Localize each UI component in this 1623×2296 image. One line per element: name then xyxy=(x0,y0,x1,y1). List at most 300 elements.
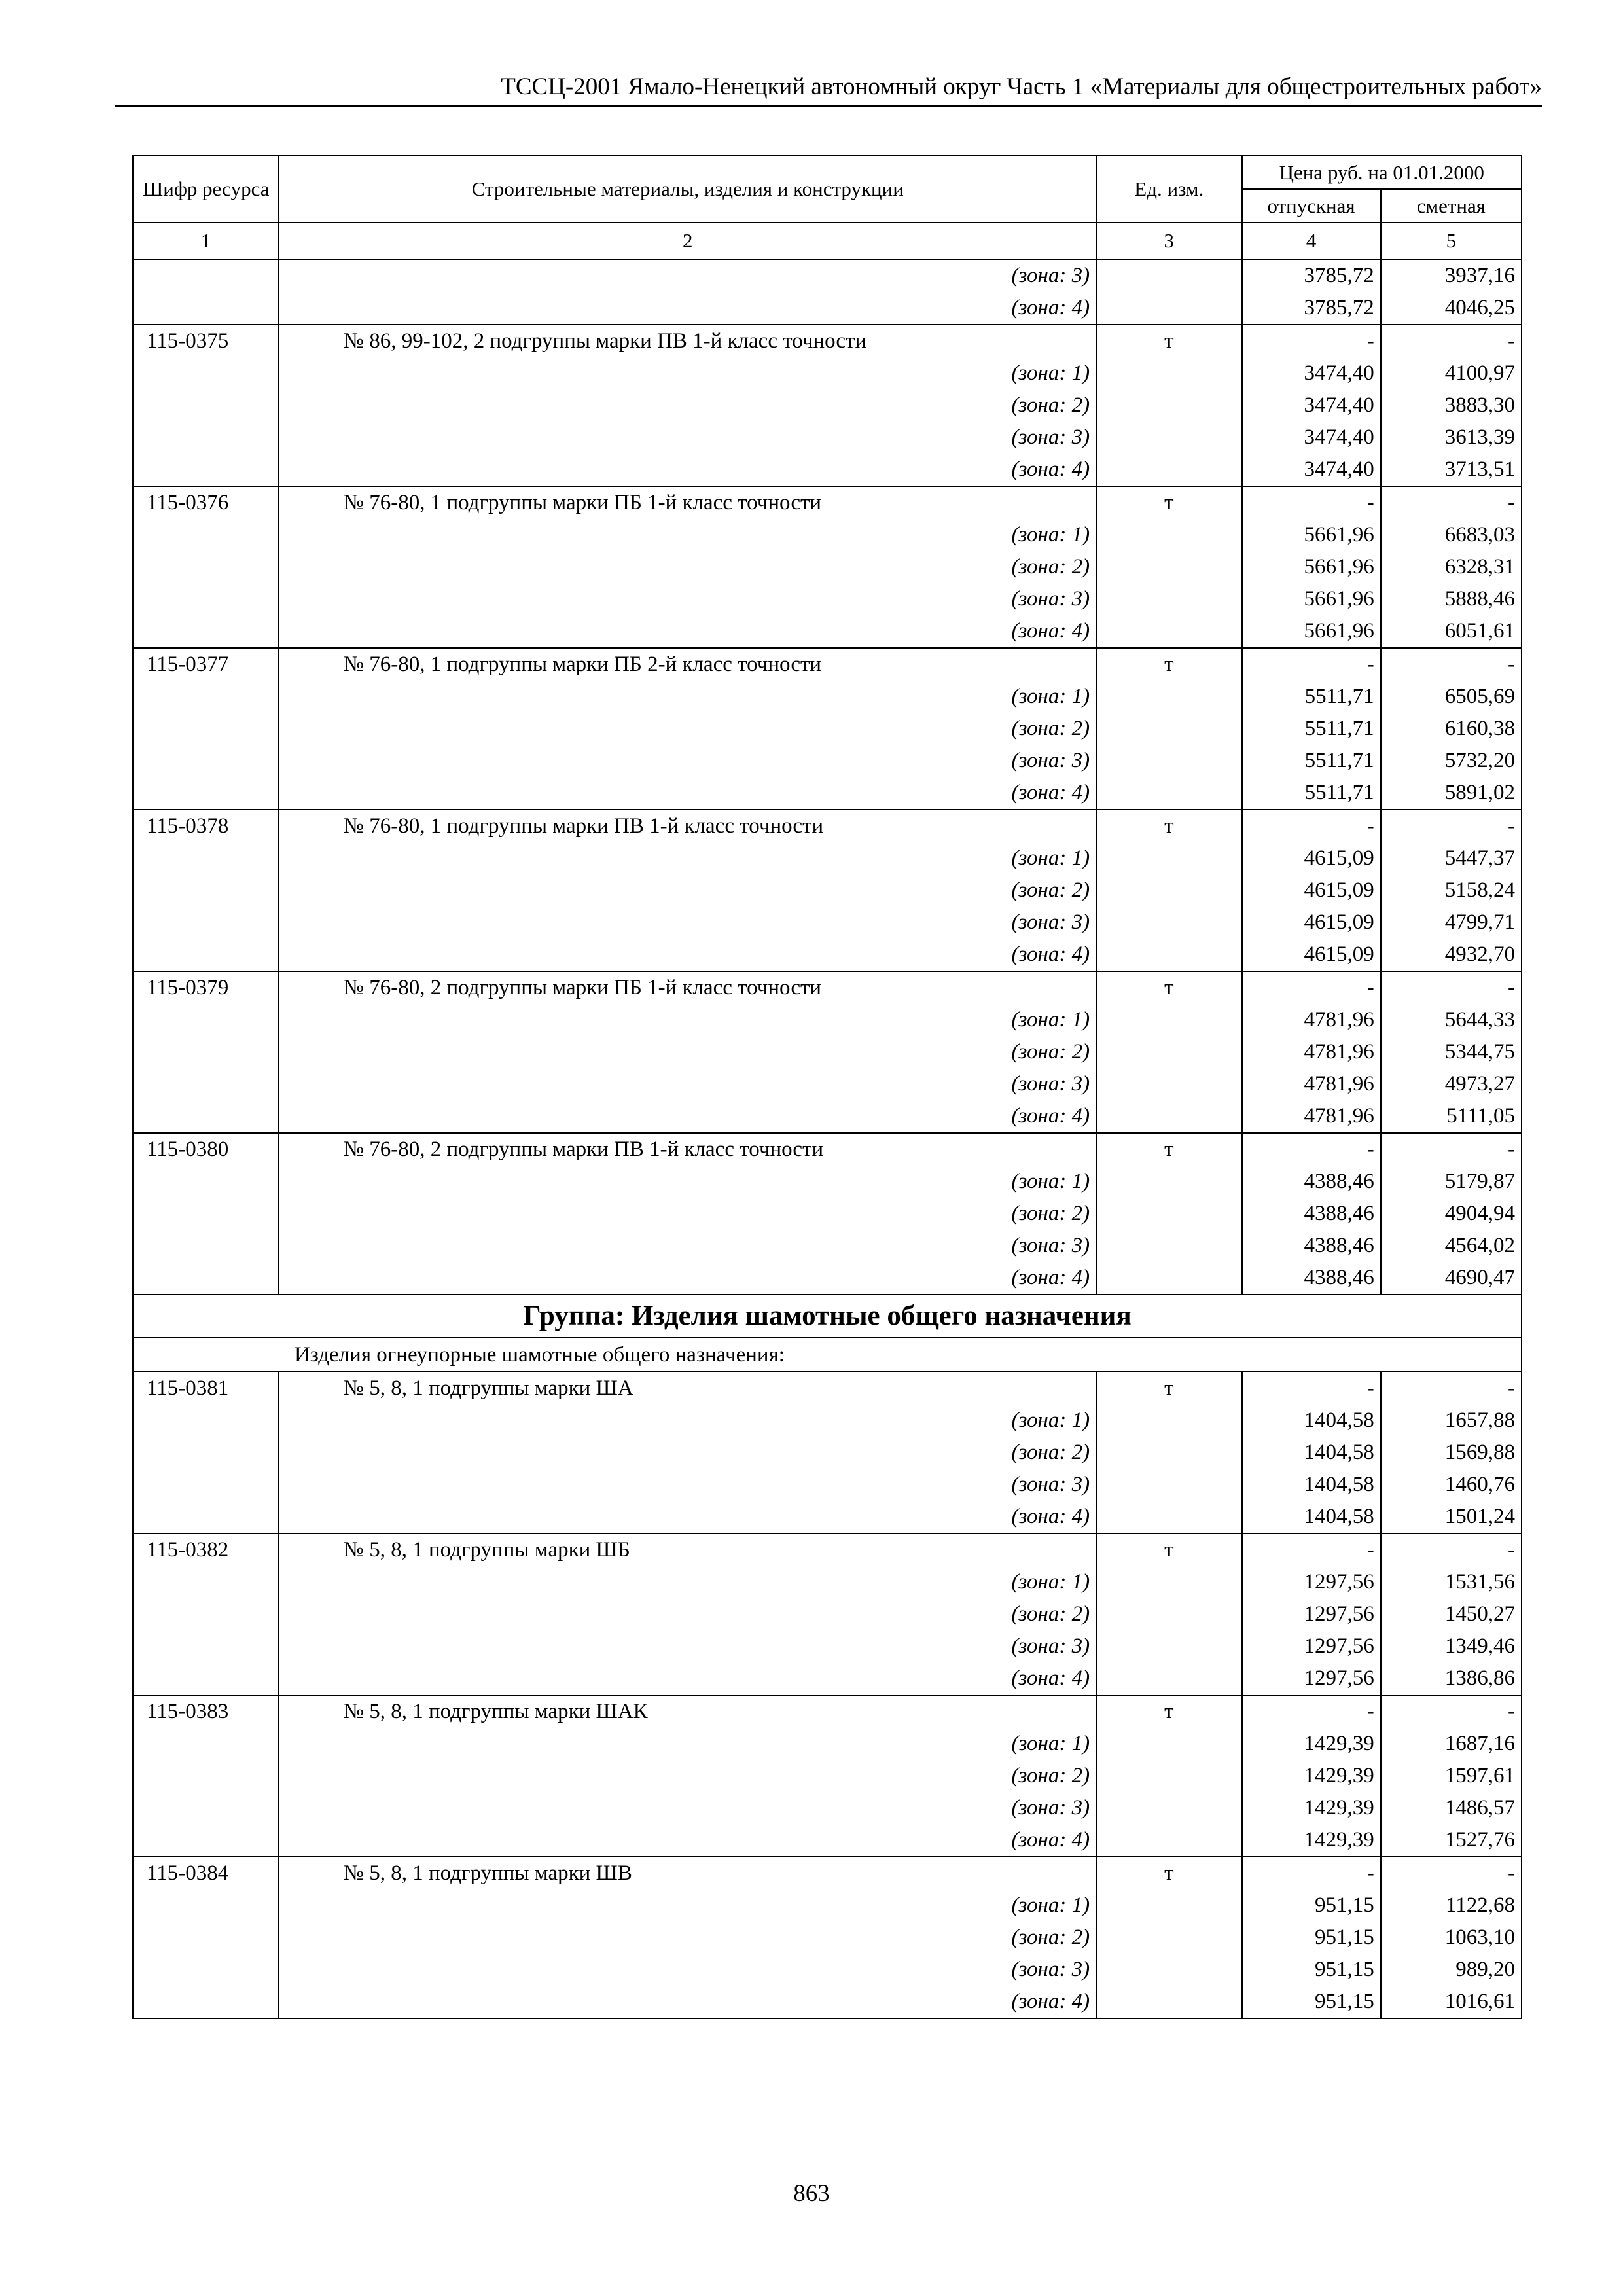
zone-row xyxy=(133,292,1522,325)
subgroup-row xyxy=(133,1338,1522,1372)
estimate-price: - xyxy=(1381,486,1522,519)
table-row xyxy=(133,1372,1522,1405)
resource-code: 115-0379 xyxy=(133,971,279,1004)
resource-code xyxy=(133,1004,279,1036)
release-price: 1429,39 xyxy=(1242,1760,1381,1792)
unit xyxy=(1096,1728,1241,1760)
zone-row xyxy=(133,1986,1522,2018)
estimate-price: - xyxy=(1381,325,1522,357)
estimate-price: 1063,10 xyxy=(1381,1922,1522,1954)
unit xyxy=(1096,292,1241,325)
release-price: - xyxy=(1242,1133,1381,1166)
material-name: № 76-80, 2 подгруппы марки ПВ 1-й класс точности xyxy=(279,1133,1096,1166)
estimate-price: - xyxy=(1381,1695,1522,1728)
zone-row xyxy=(133,1954,1522,1986)
release-price: 4615,09 xyxy=(1242,842,1381,874)
unit: т xyxy=(1096,971,1241,1004)
unit: т xyxy=(1096,810,1241,842)
zone-row xyxy=(133,745,1522,777)
header-code: Шифр ресурса xyxy=(133,156,279,223)
resource-code xyxy=(133,1824,279,1857)
unit xyxy=(1096,551,1241,583)
page-header xyxy=(115,72,1542,107)
resource-code xyxy=(133,1198,279,1230)
resource-code xyxy=(133,1760,279,1792)
zone-label: (зона: 4) xyxy=(279,615,1096,648)
release-price: 1297,56 xyxy=(1242,1630,1381,1662)
price-table xyxy=(132,155,1522,2019)
estimate-price: 1657,88 xyxy=(1381,1405,1522,1437)
unit xyxy=(1096,519,1241,551)
zone-row xyxy=(133,1036,1522,1068)
unit xyxy=(1096,1824,1241,1857)
estimate-price: 3937,16 xyxy=(1381,259,1522,292)
release-price: 3785,72 xyxy=(1242,292,1381,325)
estimate-price: 5111,05 xyxy=(1381,1100,1522,1133)
release-price: 4388,46 xyxy=(1242,1262,1381,1295)
release-price: 5511,71 xyxy=(1242,777,1381,810)
estimate-price: 5158,24 xyxy=(1381,874,1522,906)
resource-code xyxy=(133,389,279,422)
unit xyxy=(1096,745,1241,777)
estimate-price: 1386,86 xyxy=(1381,1662,1522,1695)
resource-code: 115-0375 xyxy=(133,325,279,357)
unit xyxy=(1096,906,1241,939)
zone-label: (зона: 1) xyxy=(279,1566,1096,1598)
zone-label: (зона: 4) xyxy=(279,1986,1096,2018)
resource-code xyxy=(133,1630,279,1662)
resource-code xyxy=(133,777,279,810)
header-unit: Ед. изм. xyxy=(1096,156,1241,223)
zone-row xyxy=(133,681,1522,713)
release-price: 4615,09 xyxy=(1242,874,1381,906)
zone-row xyxy=(133,583,1522,615)
release-price: 1297,56 xyxy=(1242,1662,1381,1695)
table-row xyxy=(133,648,1522,681)
unit xyxy=(1096,681,1241,713)
resource-code xyxy=(133,1792,279,1824)
unit xyxy=(1096,1954,1241,1986)
table-row xyxy=(133,1857,1522,1890)
resource-code xyxy=(133,1922,279,1954)
unit xyxy=(1096,1890,1241,1922)
estimate-price: 4799,71 xyxy=(1381,906,1522,939)
table-row xyxy=(133,1534,1522,1566)
resource-code xyxy=(133,1954,279,1986)
estimate-price: 5644,33 xyxy=(1381,1004,1522,1036)
release-price: 5661,96 xyxy=(1242,615,1381,648)
zone-label: (зона: 3) xyxy=(279,1469,1096,1501)
resource-code xyxy=(133,357,279,389)
zone-label: (зона: 1) xyxy=(279,1728,1096,1760)
unit: т xyxy=(1096,1372,1241,1405)
unit xyxy=(1096,1469,1241,1501)
header-col-number: 1 xyxy=(133,223,279,259)
unit: т xyxy=(1096,648,1241,681)
zone-label: (зона: 4) xyxy=(279,1501,1096,1534)
zone-label: (зона: 2) xyxy=(279,1036,1096,1068)
release-price: 951,15 xyxy=(1242,1890,1381,1922)
header-col-number: 5 xyxy=(1381,223,1522,259)
unit xyxy=(1096,713,1241,745)
unit xyxy=(1096,842,1241,874)
unit xyxy=(1096,874,1241,906)
material-name: № 76-80, 1 подгруппы марки ПВ 1-й класс точности xyxy=(279,810,1096,842)
release-price: 4615,09 xyxy=(1242,939,1381,971)
unit xyxy=(1096,1405,1241,1437)
estimate-price: 6051,61 xyxy=(1381,615,1522,648)
unit xyxy=(1096,1230,1241,1262)
material-name: № 76-80, 1 подгруппы марки ПБ 1-й класс точности xyxy=(279,486,1096,519)
release-price: 4781,96 xyxy=(1242,1004,1381,1036)
zone-row xyxy=(133,1792,1522,1824)
resource-code xyxy=(133,1437,279,1469)
estimate-price: - xyxy=(1381,1534,1522,1566)
unit: т xyxy=(1096,1534,1241,1566)
zone-label: (зона: 2) xyxy=(279,874,1096,906)
estimate-price: 1460,76 xyxy=(1381,1469,1522,1501)
zone-row xyxy=(133,713,1522,745)
resource-code xyxy=(133,519,279,551)
zone-label: (зона: 4) xyxy=(279,777,1096,810)
page-number: 863 xyxy=(793,2180,830,2207)
header-release-price: отпускная xyxy=(1242,189,1381,223)
header-price: Цена руб. на 01.01.2000 xyxy=(1242,156,1522,189)
zone-row xyxy=(133,1890,1522,1922)
zone-label: (зона: 2) xyxy=(279,551,1096,583)
table-body xyxy=(133,259,1522,2018)
table-header xyxy=(133,156,1522,259)
release-price: 3474,40 xyxy=(1242,357,1381,389)
release-price: 1297,56 xyxy=(1242,1566,1381,1598)
unit xyxy=(1096,939,1241,971)
estimate-price: 1016,61 xyxy=(1381,1986,1522,2018)
material-name: № 5, 8, 1 подгруппы марки ШБ xyxy=(279,1534,1096,1566)
release-price: 4615,09 xyxy=(1242,906,1381,939)
estimate-price: 5891,02 xyxy=(1381,777,1522,810)
table-row xyxy=(133,1695,1522,1728)
unit: т xyxy=(1096,1857,1241,1890)
zone-label: (зона: 2) xyxy=(279,1198,1096,1230)
zone-label: (зона: 3) xyxy=(279,745,1096,777)
header-name: Строительные материалы, изделия и конструкции xyxy=(279,156,1096,223)
estimate-price: 4932,70 xyxy=(1381,939,1522,971)
zone-row xyxy=(133,842,1522,874)
release-price: 5661,96 xyxy=(1242,583,1381,615)
resource-code xyxy=(133,1262,279,1295)
zone-row xyxy=(133,519,1522,551)
release-price: 951,15 xyxy=(1242,1922,1381,1954)
resource-code xyxy=(133,745,279,777)
resource-code xyxy=(133,1986,279,2018)
material-name: № 76-80, 2 подгруппы марки ПБ 1-й класс точности xyxy=(279,971,1096,1004)
release-price: 3474,40 xyxy=(1242,389,1381,422)
resource-code xyxy=(133,1036,279,1068)
zone-row xyxy=(133,389,1522,422)
release-price: - xyxy=(1242,486,1381,519)
release-price: 1404,58 xyxy=(1242,1501,1381,1534)
release-price: 5511,71 xyxy=(1242,745,1381,777)
estimate-price: - xyxy=(1381,1133,1522,1166)
zone-label: (зона: 1) xyxy=(279,842,1096,874)
material-name: № 86, 99-102, 2 подгруппы марки ПВ 1-й класс точности xyxy=(279,325,1096,357)
resource-code xyxy=(133,1068,279,1100)
zone-row xyxy=(133,1004,1522,1036)
release-price: 951,15 xyxy=(1242,1986,1381,2018)
estimate-price: 1450,27 xyxy=(1381,1598,1522,1630)
zone-label: (зона: 4) xyxy=(279,1662,1096,1695)
resource-code xyxy=(133,1230,279,1262)
zone-row xyxy=(133,874,1522,906)
estimate-price: 1501,24 xyxy=(1381,1501,1522,1534)
resource-code: 115-0383 xyxy=(133,1695,279,1728)
estimate-price: 1531,56 xyxy=(1381,1566,1522,1598)
estimate-price: 5447,37 xyxy=(1381,842,1522,874)
unit xyxy=(1096,1100,1241,1133)
unit xyxy=(1096,615,1241,648)
header-col-number: 4 xyxy=(1242,223,1381,259)
zone-label: (зона: 3) xyxy=(279,259,1096,292)
zone-row xyxy=(133,906,1522,939)
zone-label: (зона: 4) xyxy=(279,1824,1096,1857)
resource-code xyxy=(133,1598,279,1630)
release-price: - xyxy=(1242,1534,1381,1566)
zone-row xyxy=(133,1598,1522,1630)
zone-label: (зона: 4) xyxy=(279,1100,1096,1133)
release-price: 5511,71 xyxy=(1242,681,1381,713)
resource-code: 115-0380 xyxy=(133,1133,279,1166)
table-row xyxy=(133,486,1522,519)
header-estimate-price: сметная xyxy=(1381,189,1522,223)
unit xyxy=(1096,1437,1241,1469)
estimate-price: 1486,57 xyxy=(1381,1792,1522,1824)
group-title: Группа: Изделия шамотные общего назначения xyxy=(133,1295,1522,1338)
zone-label: (зона: 2) xyxy=(279,1922,1096,1954)
zone-row xyxy=(133,1230,1522,1262)
zone-label: (зона: 2) xyxy=(279,713,1096,745)
resource-code xyxy=(133,1728,279,1760)
estimate-price: 1122,68 xyxy=(1381,1890,1522,1922)
release-price: 4388,46 xyxy=(1242,1198,1381,1230)
resource-code: 115-0376 xyxy=(133,486,279,519)
release-price: 1404,58 xyxy=(1242,1405,1381,1437)
release-price: 4781,96 xyxy=(1242,1100,1381,1133)
estimate-price: 6505,69 xyxy=(1381,681,1522,713)
zone-row xyxy=(133,1469,1522,1501)
header-col-number: 2 xyxy=(279,223,1096,259)
estimate-price: 1687,16 xyxy=(1381,1728,1522,1760)
resource-code: 115-0378 xyxy=(133,810,279,842)
zone-label: (зона: 1) xyxy=(279,357,1096,389)
zone-label: (зона: 1) xyxy=(279,1405,1096,1437)
resource-code xyxy=(133,1469,279,1501)
estimate-price: - xyxy=(1381,1857,1522,1890)
release-price: - xyxy=(1242,1695,1381,1728)
estimate-price: 4100,97 xyxy=(1381,357,1522,389)
release-price: 1404,58 xyxy=(1242,1469,1381,1501)
zone-label: (зона: 3) xyxy=(279,1630,1096,1662)
zone-row xyxy=(133,551,1522,583)
estimate-price: 4564,02 xyxy=(1381,1230,1522,1262)
zone-row xyxy=(133,1824,1522,1857)
zone-label: (зона: 3) xyxy=(279,906,1096,939)
release-price: 5661,96 xyxy=(1242,551,1381,583)
estimate-price: 6328,31 xyxy=(1381,551,1522,583)
zone-label: (зона: 4) xyxy=(279,292,1096,325)
release-price: 4781,96 xyxy=(1242,1068,1381,1100)
unit xyxy=(1096,1166,1241,1198)
zone-label: (зона: 3) xyxy=(279,1954,1096,1986)
resource-code xyxy=(133,939,279,971)
zone-label: (зона: 4) xyxy=(279,1262,1096,1295)
zone-label: (зона: 2) xyxy=(279,1760,1096,1792)
estimate-price: 3613,39 xyxy=(1381,422,1522,454)
unit xyxy=(1096,1198,1241,1230)
zone-label: (зона: 3) xyxy=(279,422,1096,454)
zone-row xyxy=(133,1922,1522,1954)
resource-code xyxy=(133,1566,279,1598)
zone-row xyxy=(133,1630,1522,1662)
zone-label: (зона: 1) xyxy=(279,1166,1096,1198)
zone-row xyxy=(133,1728,1522,1760)
unit: т xyxy=(1096,325,1241,357)
zone-row xyxy=(133,357,1522,389)
material-name: № 5, 8, 1 подгруппы марки ША xyxy=(279,1372,1096,1405)
resource-code xyxy=(133,874,279,906)
group-row xyxy=(133,1295,1522,1338)
estimate-price: 3713,51 xyxy=(1381,454,1522,486)
zone-label: (зона: 2) xyxy=(279,1437,1096,1469)
unit xyxy=(1096,389,1241,422)
estimate-price: 3883,30 xyxy=(1381,389,1522,422)
release-price: 1429,39 xyxy=(1242,1824,1381,1857)
resource-code xyxy=(133,583,279,615)
release-price: 1297,56 xyxy=(1242,1598,1381,1630)
release-price: 1429,39 xyxy=(1242,1792,1381,1824)
estimate-price: 5888,46 xyxy=(1381,583,1522,615)
estimate-price: 5732,20 xyxy=(1381,745,1522,777)
zone-row xyxy=(133,1437,1522,1469)
estimate-price: 6683,03 xyxy=(1381,519,1522,551)
unit xyxy=(1096,1662,1241,1695)
zone-row xyxy=(133,939,1522,971)
material-name: № 5, 8, 1 подгруппы марки ШАК xyxy=(279,1695,1096,1728)
resource-code: 115-0382 xyxy=(133,1534,279,1566)
unit xyxy=(1096,357,1241,389)
release-price: - xyxy=(1242,1372,1381,1405)
estimate-price: - xyxy=(1381,971,1522,1004)
resource-code xyxy=(133,1166,279,1198)
zone-row xyxy=(133,615,1522,648)
estimate-price: 5344,75 xyxy=(1381,1036,1522,1068)
release-price: - xyxy=(1242,325,1381,357)
zone-label: (зона: 1) xyxy=(279,1004,1096,1036)
resource-code: 115-0384 xyxy=(133,1857,279,1890)
estimate-price: 1349,46 xyxy=(1381,1630,1522,1662)
zone-row xyxy=(133,777,1522,810)
resource-code xyxy=(133,292,279,325)
release-price: 1404,58 xyxy=(1242,1437,1381,1469)
resource-code xyxy=(133,259,279,292)
material-name: № 76-80, 1 подгруппы марки ПБ 2-й класс точности xyxy=(279,648,1096,681)
release-price: 951,15 xyxy=(1242,1954,1381,1986)
resource-code xyxy=(133,842,279,874)
unit xyxy=(1096,1598,1241,1630)
unit xyxy=(1096,1792,1241,1824)
unit xyxy=(1096,259,1241,292)
unit xyxy=(1096,1501,1241,1534)
unit xyxy=(1096,777,1241,810)
unit xyxy=(1096,422,1241,454)
zone-row xyxy=(133,1566,1522,1598)
resource-code: 115-0377 xyxy=(133,648,279,681)
unit xyxy=(1096,583,1241,615)
unit: т xyxy=(1096,486,1241,519)
table-row xyxy=(133,1133,1522,1166)
release-price: 4781,96 xyxy=(1242,1036,1381,1068)
estimate-price: 4046,25 xyxy=(1381,292,1522,325)
material-name: № 5, 8, 1 подгруппы марки ШВ xyxy=(279,1857,1096,1890)
unit: т xyxy=(1096,1133,1241,1166)
zone-label: (зона: 3) xyxy=(279,1068,1096,1100)
resource-code: 115-0381 xyxy=(133,1372,279,1405)
release-price: - xyxy=(1242,1857,1381,1890)
page-header-title: ТССЦ-2001 Ямало-Ненецкий автономный округ Часть 1 «Материалы для общестроительных работ» xyxy=(501,73,1542,100)
zone-row xyxy=(133,1068,1522,1100)
unit xyxy=(1096,1922,1241,1954)
release-price: 1429,39 xyxy=(1242,1728,1381,1760)
release-price: 5511,71 xyxy=(1242,713,1381,745)
zone-row xyxy=(133,454,1522,486)
header-col-number: 3 xyxy=(1096,223,1241,259)
table-row xyxy=(133,325,1522,357)
unit xyxy=(1096,1262,1241,1295)
table-row xyxy=(133,971,1522,1004)
release-price: - xyxy=(1242,648,1381,681)
estimate-price: 6160,38 xyxy=(1381,713,1522,745)
estimate-price: 1569,88 xyxy=(1381,1437,1522,1469)
resource-code xyxy=(133,713,279,745)
zone-label: (зона: 3) xyxy=(279,1230,1096,1262)
release-price: 3474,40 xyxy=(1242,422,1381,454)
zone-label: (зона: 1) xyxy=(279,1890,1096,1922)
zone-label: (зона: 4) xyxy=(279,939,1096,971)
resource-code xyxy=(133,681,279,713)
zone-row xyxy=(133,1501,1522,1534)
unit xyxy=(1096,1036,1241,1068)
estimate-price: 989,20 xyxy=(1381,1954,1522,1986)
zone-label: (зона: 1) xyxy=(279,519,1096,551)
unit xyxy=(1096,454,1241,486)
resource-code xyxy=(133,1890,279,1922)
estimate-price: - xyxy=(1381,810,1522,842)
zone-label: (зона: 2) xyxy=(279,1598,1096,1630)
resource-code xyxy=(133,1501,279,1534)
release-price: 3474,40 xyxy=(1242,454,1381,486)
zone-label: (зона: 4) xyxy=(279,454,1096,486)
resource-code xyxy=(133,422,279,454)
zone-row xyxy=(133,1166,1522,1198)
zone-label: (зона: 2) xyxy=(279,389,1096,422)
resource-code xyxy=(133,615,279,648)
zone-row xyxy=(133,259,1522,292)
estimate-price: 4973,27 xyxy=(1381,1068,1522,1100)
release-price: - xyxy=(1242,810,1381,842)
resource-code xyxy=(133,551,279,583)
release-price: 4388,46 xyxy=(1242,1166,1381,1198)
estimate-price: - xyxy=(1381,648,1522,681)
release-price: 4388,46 xyxy=(1242,1230,1381,1262)
